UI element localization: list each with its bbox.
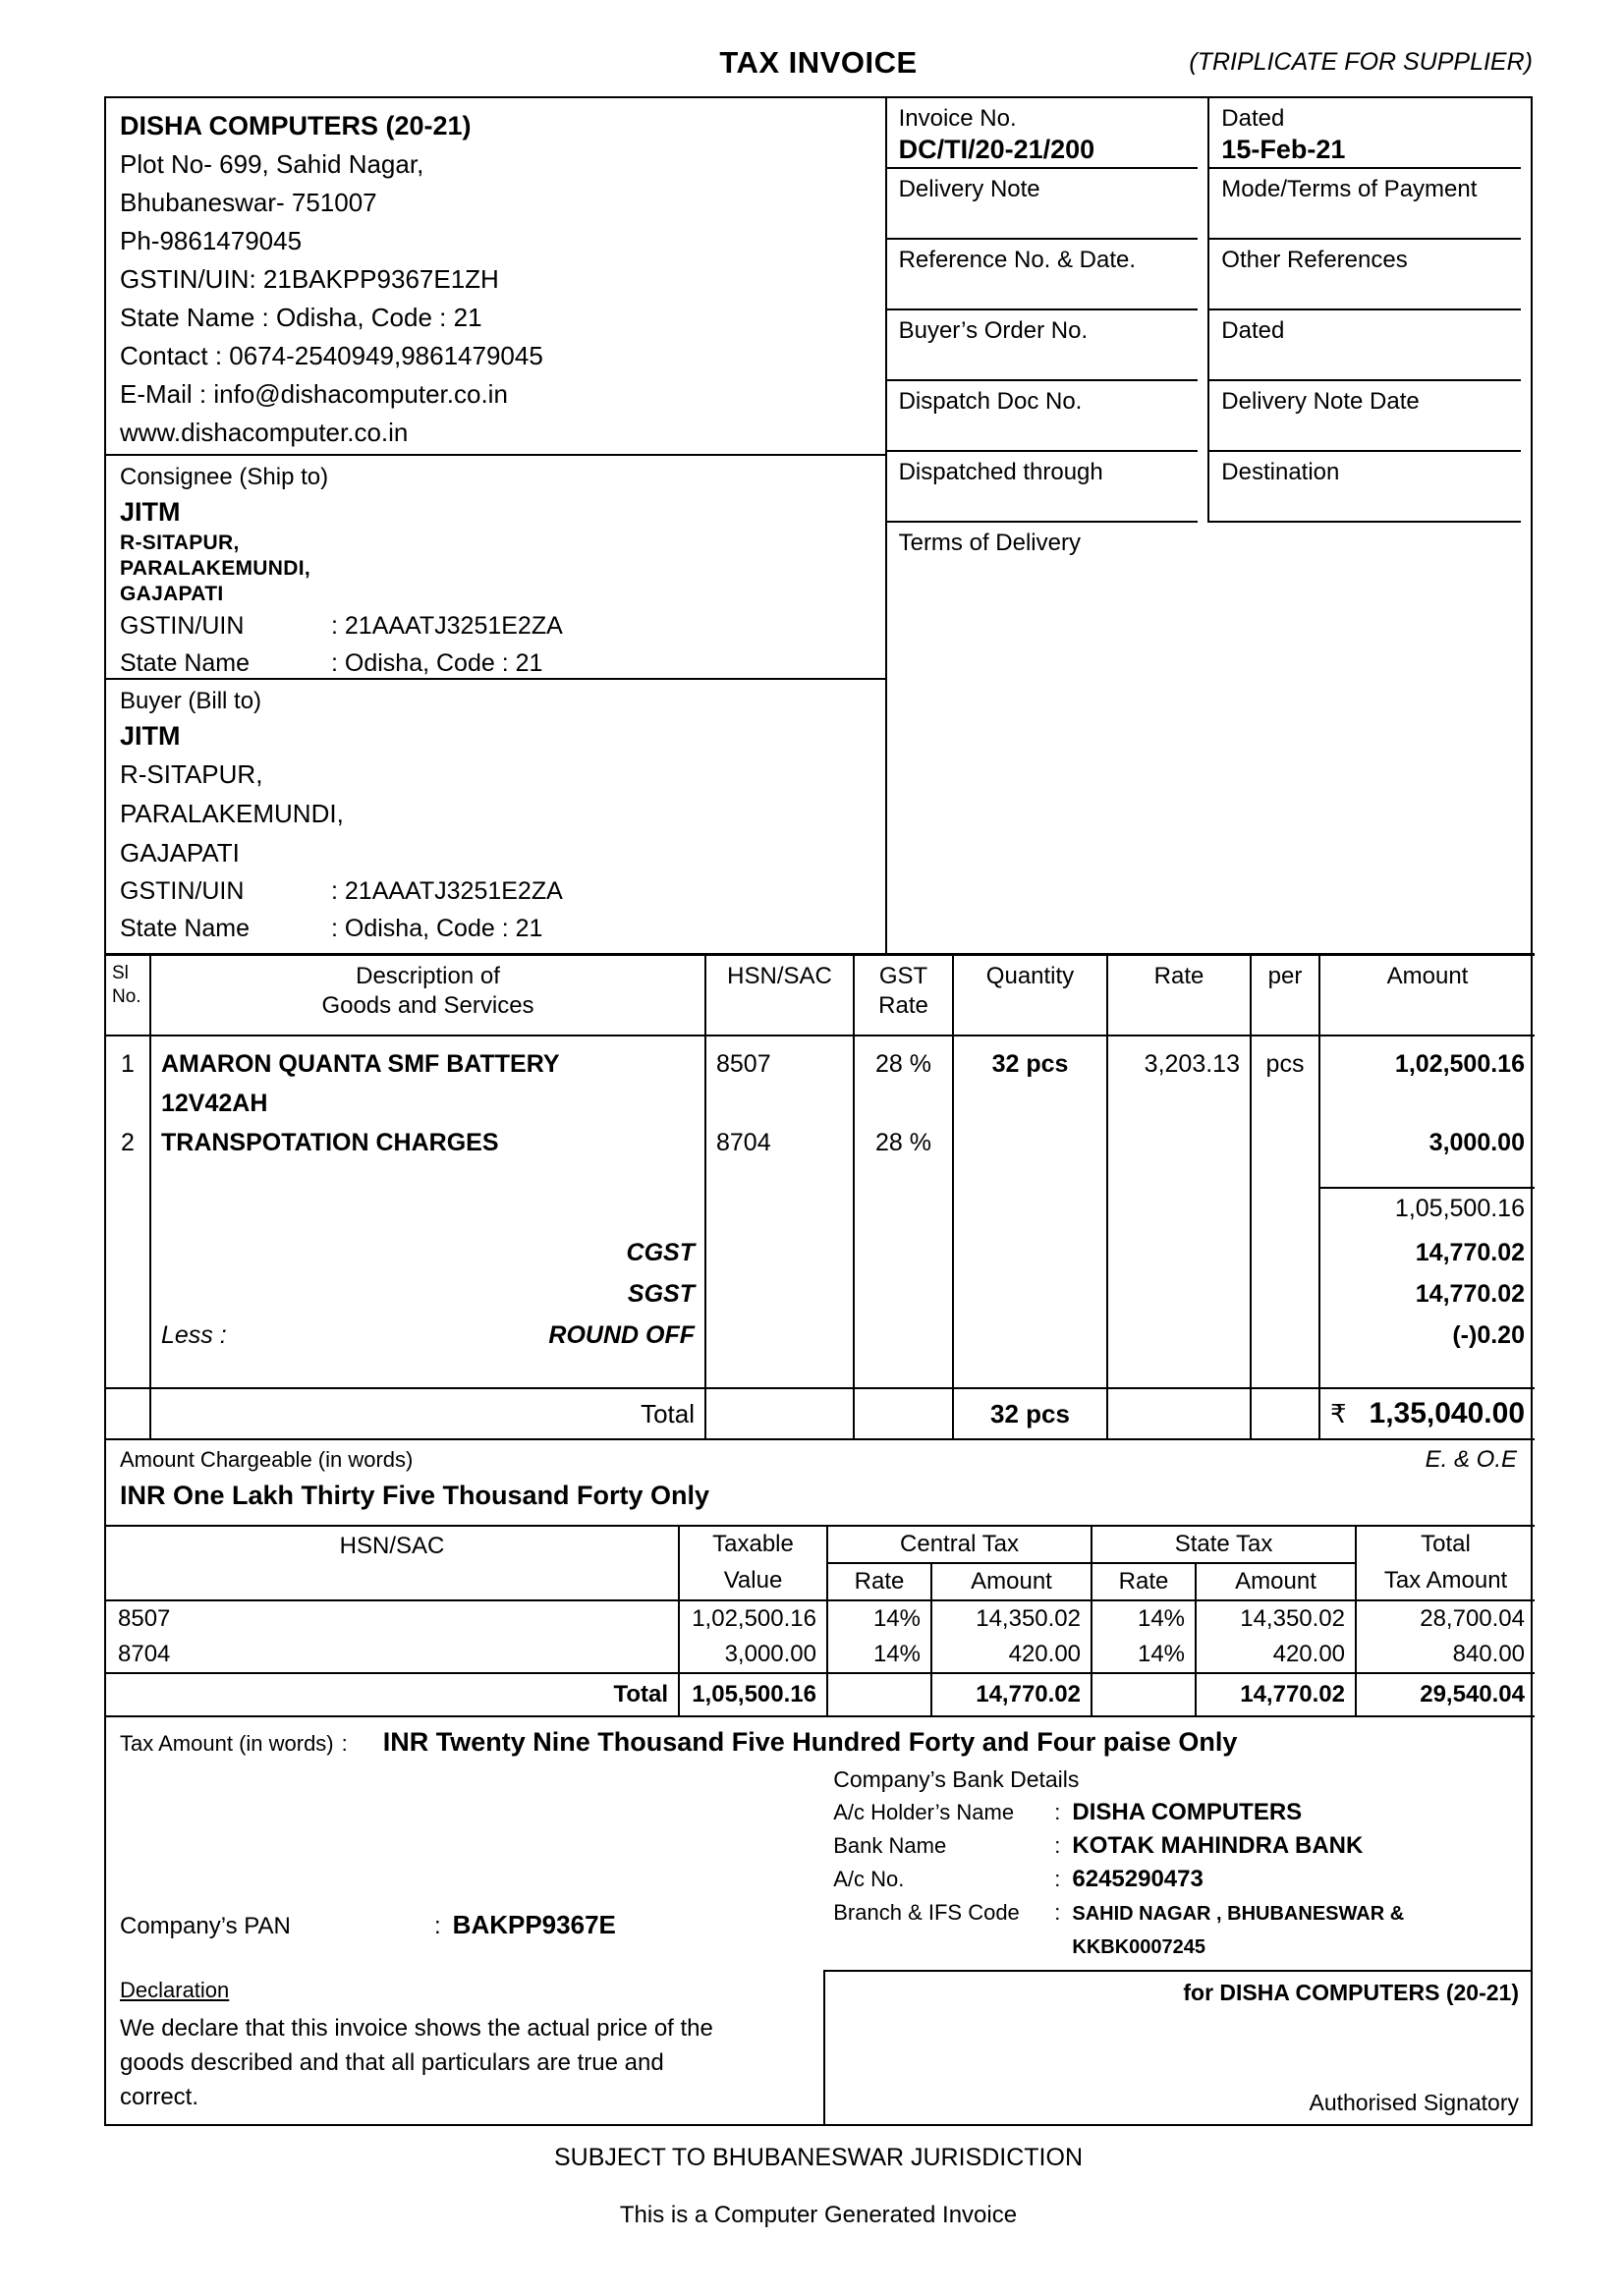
round-off-amount: (-)0.20 <box>1452 1320 1525 1349</box>
tax-central-amount: 420.00 <box>931 1637 1092 1673</box>
consignee-gstin-row <box>120 607 871 644</box>
spacer-row <box>106 1359 1535 1388</box>
items-subtotal-amount: 1,05,500.16 <box>1319 1188 1535 1233</box>
col-header-amount: Amount <box>1319 955 1535 1036</box>
item-row-1-continued <box>106 1084 1535 1123</box>
consignee-address-line: PARALAKEMUNDI, <box>120 557 310 580</box>
other-references-cell <box>1209 240 1531 310</box>
seller-state: State Name : Odisha, Code : 21 <box>120 303 482 332</box>
item-row-1 <box>106 1036 1535 1084</box>
bank-details-block <box>825 1758 1531 1970</box>
payment-terms-cell <box>1209 169 1531 240</box>
item-per: pcs <box>1251 1036 1319 1084</box>
dated-value: 15-Feb-21 <box>1221 135 1346 164</box>
amount-words-label: Amount Chargeable (in words) <box>120 1446 414 1472</box>
tax-col-state-rate: Rate <box>1092 1563 1196 1600</box>
tax-row <box>106 1637 1535 1673</box>
company-pan-row <box>120 1910 616 1940</box>
bank-details-title: Company’s Bank Details <box>833 1765 1080 1792</box>
buyer-gstin-label: GSTIN/UIN <box>120 877 245 905</box>
seller-block <box>106 98 885 454</box>
bank-row-account: A/c No. : 6245290473 <box>833 1863 1521 1896</box>
sgst-label: SGST <box>150 1274 705 1316</box>
bank-name-value: KOTAK MAHINDRA BANK <box>1072 1831 1364 1859</box>
payment-terms-label: Mode/Terms of Payment <box>1221 176 1478 202</box>
destination-label: Destination <box>1221 459 1340 485</box>
tax-col-state: State Tax <box>1092 1526 1356 1563</box>
round-off-label: ROUND OFF <box>548 1320 695 1349</box>
bank-account-value: 6245290473 <box>1072 1865 1204 1892</box>
declaration-signature-section <box>106 1970 1531 2124</box>
tax-state-amount: 420.00 <box>1196 1637 1356 1673</box>
tax-central-amount: 14,350.02 <box>931 1600 1092 1637</box>
declaration-text: We declare that this invoice shows the actual price of the goods described and that all particulars are true and correct. <box>120 2014 713 2110</box>
field-row <box>887 98 1531 169</box>
page-title: TAX INVOICE <box>719 45 918 80</box>
item-quantity: 32 pcs <box>953 1036 1107 1084</box>
tax-col-central-rate: Rate <box>827 1563 931 1600</box>
tax-amount-in-words: INR Twenty Nine Thousand Five Hundred Forty and Four paise Only <box>382 1726 1238 1757</box>
authorised-signatory-label: Authorised Signatory <box>1309 2089 1519 2115</box>
tax-col-central-amount: Amount <box>931 1563 1092 1600</box>
tax-col-taxable-value: Value <box>679 1563 827 1600</box>
col-header-description: Description of Goods and Services <box>150 955 705 1036</box>
invoice-no-cell <box>887 98 1210 169</box>
field-row <box>887 310 1531 381</box>
consignee-state-row <box>120 644 871 678</box>
tax-total-label: Total <box>106 1673 679 1716</box>
item-amount: 3,000.00 <box>1428 1128 1525 1156</box>
invoice-fields-column <box>887 98 1531 953</box>
tax-total-row <box>106 1673 1535 1716</box>
items-header-row <box>106 955 1535 1036</box>
col-header-rate: Rate <box>1107 955 1251 1036</box>
signature-block <box>825 1970 1531 2124</box>
tax-col-central: Central Tax <box>827 1526 1092 1563</box>
tax-state-rate: 14% <box>1092 1600 1196 1637</box>
tax-col-total-amount: Tax Amount <box>1356 1563 1535 1600</box>
sgst-amount: 14,770.02 <box>1415 1279 1525 1308</box>
col-header-quantity: Quantity <box>953 955 1107 1036</box>
col-header-per: per <box>1251 955 1319 1036</box>
items-total-amount: 1,35,040.00 <box>1369 1396 1525 1429</box>
seller-address-line: Plot No- 699, Sahid Nagar, <box>120 149 424 179</box>
invoice-document <box>104 45 1533 2229</box>
tax-central-rate: 14% <box>827 1637 931 1673</box>
invoice-no-value: DC/TI/20-21/200 <box>898 135 1095 164</box>
tax-header-row-1 <box>106 1526 1535 1563</box>
col-header-gst-rate: GST Rate <box>854 955 953 1036</box>
delivery-note-label: Delivery Note <box>898 176 1040 202</box>
tax-total: 28,700.04 <box>1420 1604 1526 1632</box>
delivery-note-date-cell <box>1209 381 1531 452</box>
col-header-hsn: HSN/SAC <box>705 955 854 1036</box>
consignee-state-value: : Odisha, Code : 21 <box>331 649 543 677</box>
items-total-label: Total <box>150 1388 705 1439</box>
tax-words-row <box>106 1717 1531 1758</box>
tax-total-taxable: 1,05,500.16 <box>679 1673 827 1716</box>
tax-col-total: Total <box>1421 1531 1471 1557</box>
bank-branch-label: Branch & IFS Code <box>833 1899 1020 1925</box>
terms-of-delivery-row <box>887 523 1531 953</box>
eoe-label: E. & O.E <box>1425 1445 1517 1473</box>
consignee-state-label: State Name <box>120 649 251 677</box>
amount-in-words: INR One Lakh Thirty Five Thousand Forty Only <box>120 1480 710 1510</box>
dispatched-through-label: Dispatched through <box>898 459 1103 485</box>
company-pan-label: Company’s PAN <box>120 1912 291 1939</box>
seller-contact: Contact : 0674-2540949,9861479045 <box>120 341 543 370</box>
buyer-address-line: R-SITAPUR, <box>120 759 263 789</box>
item-description: AMARON QUANTA SMF BATTERY <box>150 1036 705 1084</box>
tax-grand-total: 29,540.04 <box>1356 1673 1535 1716</box>
order-dated-cell <box>1209 310 1531 381</box>
reference-label: Reference No. & Date. <box>898 247 1137 273</box>
other-references-label: Other References <box>1221 247 1408 273</box>
buyer-address-line: PARALAKEMUNDI, <box>120 799 344 828</box>
item-gst-rate: 28 % <box>854 1036 953 1084</box>
item-hsn: 8704 <box>705 1123 854 1166</box>
dispatched-through-cell <box>887 452 1210 523</box>
item-sl: 2 <box>106 1123 150 1166</box>
tax-words-colon: : <box>341 1730 348 1756</box>
delivery-note-cell <box>887 169 1210 240</box>
seller-website: www.dishacomputer.co.in <box>120 418 409 447</box>
buyer-state-label: State Name <box>120 915 251 942</box>
buyer-gstin-value: : 21AAATJ3251E2ZA <box>331 877 563 905</box>
invoice-box <box>104 96 1533 2126</box>
dated-label: Dated <box>1221 105 1285 132</box>
company-pan-value: BAKPP9367E <box>452 1909 616 1939</box>
item-rate: 3,203.13 <box>1107 1036 1251 1084</box>
consignee-section-label: Consignee (Ship to) <box>120 464 329 490</box>
less-label: Less : <box>161 1320 227 1349</box>
tax-col-hsn: HSN/SAC <box>106 1526 679 1600</box>
tax-words-label: Tax Amount (in words) <box>120 1730 334 1756</box>
item-sl: 1 <box>106 1036 150 1084</box>
pan-area <box>106 1758 825 1970</box>
tax-summary-table <box>106 1525 1535 1717</box>
document-header <box>104 45 1533 96</box>
buyer-state-value: : Odisha, Code : 21 <box>331 915 543 942</box>
computer-generated-line: This is a Computer Generated Invoice <box>619 2201 1018 2228</box>
consignee-gstin-label: GSTIN/UIN <box>120 612 245 640</box>
field-row <box>887 452 1531 523</box>
dispatch-doc-cell <box>887 381 1210 452</box>
bank-row-name: Bank Name : KOTAK MAHINDRA BANK <box>833 1829 1521 1863</box>
item-hsn: 8507 <box>705 1036 854 1084</box>
signature-for-line: for DISHA COMPUTERS (20-21) <box>1183 1979 1519 2005</box>
bank-branch-value: SAHID NAGAR , BHUBANESWAR & KKBK0007245 <box>1072 1902 1405 1958</box>
item-row-2 <box>106 1123 1535 1166</box>
seller-name: DISHA COMPUTERS (20-21) <box>120 111 472 140</box>
item-description-line2: 12V42AH <box>150 1084 705 1123</box>
field-row <box>887 381 1531 452</box>
buyer-name: JITM <box>120 721 181 751</box>
dated-cell <box>1209 98 1531 169</box>
buyers-order-cell <box>887 310 1210 381</box>
tax-total-state: 14,770.02 <box>1196 1673 1356 1716</box>
tax-total-central: 14,770.02 <box>931 1673 1092 1716</box>
items-total-quantity: 32 pcs <box>953 1388 1107 1439</box>
buyer-state-row <box>120 910 871 947</box>
subtotal-row <box>106 1188 1535 1233</box>
consignee-address-line: R-SITAPUR, <box>120 532 240 554</box>
items-total-row <box>106 1388 1535 1439</box>
bank-pan-section <box>106 1758 1531 1970</box>
tax-hsn: 8507 <box>106 1600 679 1637</box>
terms-of-delivery-label: Terms of Delivery <box>898 530 1081 556</box>
round-off-cell <box>150 1316 705 1359</box>
seller-gstin: GSTIN/UIN: 21BAKPP9367E1ZH <box>120 264 499 294</box>
item-gst-rate: 28 % <box>854 1123 953 1166</box>
consignee-address <box>120 531 871 607</box>
seller-address-line: Bhubaneswar- 751007 <box>120 188 377 217</box>
round-off-row <box>106 1316 1535 1359</box>
terms-of-delivery-cell <box>887 523 1531 953</box>
bank-account-label: A/c No. <box>833 1866 905 1891</box>
tax-row <box>106 1600 1535 1637</box>
col-header-sl: Sl No. <box>106 955 150 1036</box>
bank-holder-value: DISHA COMPUTERS <box>1072 1798 1303 1825</box>
buyer-gstin-row <box>120 872 871 910</box>
cgst-row <box>106 1233 1535 1274</box>
tax-col-taxable: Taxable <box>679 1526 827 1563</box>
declaration-block <box>106 1970 825 2124</box>
consignee-block <box>106 454 885 678</box>
bank-holder-label: A/c Holder’s Name <box>833 1799 1015 1824</box>
consignee-address-line: GAJAPATI <box>120 583 224 605</box>
company-pan-colon: : <box>434 1912 441 1939</box>
amount-words-section <box>106 1440 1531 1525</box>
parties-column <box>106 98 887 953</box>
item-description: TRANSPOTATION CHARGES <box>150 1123 705 1166</box>
spacer-row <box>106 1166 1535 1188</box>
bank-row-branch: Branch & IFS Code : SAHID NAGAR , BHUBANESWAR & KKBK0007245 <box>833 1896 1521 1964</box>
tax-taxable: 3,000.00 <box>679 1637 827 1673</box>
order-dated-label: Dated <box>1221 317 1285 344</box>
field-row <box>887 169 1531 240</box>
tax-hsn: 8704 <box>106 1637 679 1673</box>
tax-state-rate: 14% <box>1092 1637 1196 1673</box>
destination-cell <box>1209 452 1531 523</box>
buyer-section-label: Buyer (Bill to) <box>120 688 262 714</box>
cgst-label: CGST <box>150 1233 705 1274</box>
seller-phone: Ph-9861479045 <box>120 226 303 255</box>
tax-state-amount: 14,350.02 <box>1196 1600 1356 1637</box>
delivery-note-date-label: Delivery Note Date <box>1221 388 1420 415</box>
bank-name-label: Bank Name <box>833 1832 947 1858</box>
tax-total: 840.00 <box>1452 1640 1526 1667</box>
dispatch-doc-label: Dispatch Doc No. <box>898 388 1083 415</box>
top-section <box>106 98 1531 953</box>
cgst-amount: 14,770.02 <box>1415 1238 1525 1266</box>
items-table <box>106 953 1535 1440</box>
bank-row-holder: A/c Holder’s Name : DISHA COMPUTERS <box>833 1796 1521 1829</box>
field-row <box>887 240 1531 310</box>
tax-col-state-amount: Amount <box>1196 1563 1356 1600</box>
invoice-no-label: Invoice No. <box>898 105 1017 132</box>
consignee-name: JITM <box>120 497 181 527</box>
consignee-gstin-value: : 21AAATJ3251E2ZA <box>331 612 563 640</box>
buyer-block <box>106 678 885 953</box>
sgst-row <box>106 1274 1535 1316</box>
reference-cell <box>887 240 1210 310</box>
buyers-order-label: Buyer’s Order No. <box>898 317 1089 344</box>
jurisdiction-line: SUBJECT TO BHUBANESWAR JURISDICTION <box>553 2143 1084 2171</box>
tax-taxable: 1,02,500.16 <box>679 1600 827 1637</box>
tax-central-rate: 14% <box>827 1600 931 1637</box>
buyer-address-line: GAJAPATI <box>120 838 240 868</box>
seller-email: E-Mail : info@dishacomputer.co.in <box>120 379 508 409</box>
declaration-title: Declaration <box>120 1977 230 2002</box>
items-total-amount-cell <box>1319 1388 1535 1439</box>
copy-type-label: (TRIPLICATE FOR SUPPLIER) <box>1189 48 1533 76</box>
rupee-symbol: ₹ <box>1330 1398 1347 1428</box>
item-amount: 1,02,500.16 <box>1394 1049 1525 1078</box>
